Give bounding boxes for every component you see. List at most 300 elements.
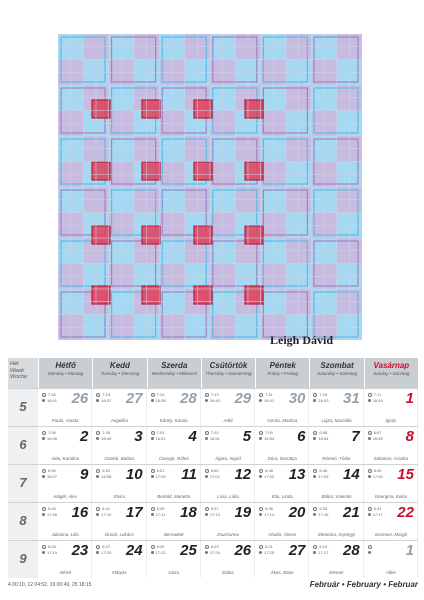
- artwork-cell: [337, 162, 350, 175]
- artwork-cell: [159, 60, 172, 73]
- artwork-cell: [261, 315, 274, 328]
- artwork-cell: [172, 123, 185, 136]
- artwork-cell: [299, 72, 312, 85]
- artwork-cell: [235, 315, 248, 328]
- artwork-cell: [286, 302, 299, 315]
- artwork-cell: [96, 213, 109, 226]
- artwork-cell: [248, 85, 261, 98]
- artwork-cell: [159, 136, 172, 149]
- artwork-cell: [210, 149, 223, 162]
- artwork-cell: [235, 47, 248, 60]
- day-cell[interactable]: [39, 541, 92, 578]
- artwork-cell: [311, 111, 324, 124]
- artwork-red-square: [245, 286, 263, 304]
- artwork-cell: [172, 162, 185, 175]
- artwork-cell: [286, 264, 299, 277]
- artwork-cell: [121, 123, 134, 136]
- sunrise-time: 6:33: [313, 507, 327, 512]
- day-cell[interactable]: [310, 389, 363, 426]
- sunrise-time: 6:29: [42, 545, 56, 550]
- artwork-cell: [83, 72, 96, 85]
- artwork-cell: [172, 34, 185, 47]
- artwork-cell: [223, 315, 236, 328]
- artwork-cell: [83, 85, 96, 98]
- artwork-cell: [210, 47, 223, 60]
- week-number: 6: [8, 427, 38, 464]
- artwork-cell: [349, 85, 362, 98]
- name-day: Julianna, Lilla: [51, 532, 79, 537]
- artwork-cell: [311, 149, 324, 162]
- moon-phases: 4 00:10, 12 04:52, 19 00:49, 25 18:15: [8, 582, 92, 588]
- artwork-cell: [286, 123, 299, 136]
- sunrise-time: [368, 545, 374, 550]
- artwork-red-square: [245, 226, 263, 244]
- day-header-monday: Hétfő Monday • Montag: [39, 358, 92, 388]
- artwork-cell: [159, 327, 172, 340]
- day-cell[interactable]: [39, 389, 92, 426]
- artwork-cell: [235, 187, 248, 200]
- artwork-cell: [58, 174, 71, 187]
- artwork-cell: [210, 264, 223, 277]
- artwork-cell: [58, 213, 71, 226]
- artwork-cell: [197, 123, 210, 136]
- artwork-cell: [159, 264, 172, 277]
- artwork-cell: [172, 225, 185, 238]
- calendar-rows: [8, 388, 418, 578]
- day-cell[interactable]: [202, 427, 255, 464]
- artwork-cell: [159, 34, 172, 47]
- artwork-cell: [185, 315, 198, 328]
- artwork-cell: [210, 34, 223, 47]
- artwork-cell: [197, 47, 210, 60]
- artwork-cell: [197, 149, 210, 162]
- sunrise-icon: [259, 507, 263, 511]
- day-number: 8: [405, 428, 414, 445]
- artwork-cell: [109, 34, 122, 47]
- artwork-cell: [71, 85, 84, 98]
- sunrise-icon: [96, 393, 100, 397]
- artwork-cell: [337, 225, 350, 238]
- artwork-cell: [223, 34, 236, 47]
- artwork-cell: [172, 238, 185, 251]
- name-day: Alfréd: [59, 570, 72, 575]
- day-header-thursday: Csütörtök Thursday • Donnerstag: [202, 358, 255, 388]
- day-cell[interactable]: [93, 465, 146, 502]
- day-number: 28: [180, 390, 197, 407]
- artwork-cell: [58, 315, 71, 328]
- artwork-cell: [324, 47, 337, 60]
- artwork-cell: [172, 85, 185, 98]
- artwork-cell: [311, 187, 324, 200]
- artwork-cell: [134, 60, 147, 73]
- artwork-cell: [159, 289, 172, 302]
- day-cell[interactable]: [365, 389, 418, 426]
- day-cell[interactable]: [202, 465, 255, 502]
- artwork-cell: [337, 98, 350, 111]
- day-cell[interactable]: [148, 541, 201, 578]
- name-day: Salamon, Aranka: [373, 456, 408, 461]
- artwork-cell: [172, 149, 185, 162]
- artwork-cell: [349, 60, 362, 73]
- sunset-time: 17:03: [259, 475, 274, 480]
- sunset-time: 17:05: [313, 475, 328, 480]
- artwork-cell: [273, 123, 286, 136]
- artwork-cell: [349, 225, 362, 238]
- day-cell[interactable]: [310, 427, 363, 464]
- artwork-cell: [299, 200, 312, 213]
- sunset-icon: [151, 551, 154, 554]
- day-cell[interactable]: [365, 503, 418, 540]
- artwork-cell: [109, 47, 122, 60]
- artwork-cell: [58, 34, 71, 47]
- day-cell[interactable]: [93, 427, 146, 464]
- day-number: 21: [343, 504, 360, 521]
- artwork-cell: [311, 289, 324, 302]
- day-number: 18: [180, 504, 197, 521]
- day-cell[interactable]: [310, 465, 363, 502]
- sunrise-icon: [259, 393, 263, 397]
- artwork-cell: [185, 123, 198, 136]
- artwork-cell: [286, 162, 299, 175]
- artwork-cell: [96, 264, 109, 277]
- artwork-cell: [223, 111, 236, 124]
- name-day: Elemér: [329, 570, 344, 575]
- artwork-cell: [121, 72, 134, 85]
- day-cell[interactable]: [148, 465, 201, 502]
- artwork-cell: [349, 276, 362, 289]
- sunset-time: 16:49: [96, 437, 111, 442]
- day-cell[interactable]: [93, 541, 146, 578]
- name-day: Elvira: [113, 494, 126, 499]
- artwork-cell: [248, 149, 261, 162]
- day-cell[interactable]: [256, 503, 309, 540]
- artwork-cell: [71, 60, 84, 73]
- day-cell[interactable]: [93, 503, 146, 540]
- artwork-cell: [286, 98, 299, 111]
- artwork-cell: [71, 276, 84, 289]
- artwork-cell: [311, 238, 324, 251]
- day-cell[interactable]: [39, 427, 92, 464]
- day-number: 12: [234, 466, 252, 483]
- artwork-cell: [223, 98, 236, 111]
- artwork-cell: [324, 60, 337, 73]
- name-day: Adél: [223, 418, 233, 423]
- day-number: 30: [288, 390, 306, 407]
- artwork-cell: [324, 264, 337, 277]
- sunset-time: 17:06: [368, 475, 383, 480]
- artwork-cell: [337, 327, 350, 340]
- artwork-cell: [109, 315, 122, 328]
- artwork-cell: [83, 47, 96, 60]
- sunrise-time: 6:41: [96, 507, 110, 512]
- day-cell[interactable]: [39, 503, 92, 540]
- artwork-cell: [261, 123, 274, 136]
- day-number: 25: [180, 542, 197, 559]
- day-number: 10: [125, 466, 143, 483]
- artwork-cell: [337, 111, 350, 124]
- artwork-cell: [58, 327, 71, 340]
- artwork-cell: [324, 302, 337, 315]
- day-cell[interactable]: [256, 427, 309, 464]
- name-day: Gerzson, Margit: [374, 532, 407, 537]
- sunset-time: 16:40: [205, 399, 220, 404]
- artwork-cell: [273, 162, 286, 175]
- sunset-time: 17:20: [96, 551, 111, 556]
- artwork-cell: [324, 238, 337, 251]
- artwork-cell: [273, 302, 286, 315]
- artwork-cell: [109, 136, 122, 149]
- artwork-cell: [210, 213, 223, 226]
- sunrise-icon: [313, 469, 317, 473]
- sunset-time: 16:43: [313, 399, 328, 404]
- sunset-time: 16:58: [96, 475, 111, 480]
- artwork-cell: [121, 60, 134, 73]
- sunset-icon: [151, 475, 154, 478]
- artwork-cell: [210, 327, 223, 340]
- sunset-icon: [96, 551, 99, 554]
- sunrise-icon: [313, 507, 317, 511]
- artwork-cell: [337, 174, 350, 187]
- sunset-icon: [151, 437, 154, 440]
- sunrise-icon: [313, 545, 317, 549]
- artwork-cell: [159, 47, 172, 60]
- artwork-cell: [223, 136, 236, 149]
- artwork-cell: [96, 187, 109, 200]
- artwork-cell: [223, 72, 236, 85]
- artwork-cell: [58, 85, 71, 98]
- artwork-cell: [147, 47, 160, 60]
- artwork-cell: [159, 251, 172, 264]
- artwork-cell: [96, 315, 109, 328]
- artwork-cell: [235, 72, 248, 85]
- artwork-cell: [337, 136, 350, 149]
- artwork-cell: [337, 47, 350, 60]
- sunset-time: 16:54: [313, 437, 328, 442]
- day-number: 6: [297, 428, 306, 445]
- day-cell[interactable]: [39, 465, 92, 502]
- sunset-time: 17:08: [42, 513, 57, 518]
- sunrise-time: 7:16: [42, 393, 56, 398]
- artwork-cell: [71, 149, 84, 162]
- artwork-cell: [235, 251, 248, 264]
- artwork-cell: [58, 289, 71, 302]
- artwork-cell: [235, 60, 248, 73]
- sunset-icon: [42, 513, 45, 516]
- sunrise-time: 6:35: [259, 507, 273, 512]
- sunset-time: 16:51: [205, 437, 220, 442]
- artwork-cell: [172, 200, 185, 213]
- artwork-cell: [121, 276, 134, 289]
- artwork-red-square: [245, 162, 263, 180]
- day-cell[interactable]: [148, 503, 201, 540]
- day-cell[interactable]: [310, 503, 363, 540]
- artwork-cell: [235, 200, 248, 213]
- artwork-cell: [223, 187, 236, 200]
- sunset-time: 16:48: [42, 437, 57, 442]
- artwork-cell: [121, 111, 134, 124]
- name-day: Bertold, Marietta: [157, 494, 191, 499]
- artwork-cell: [273, 98, 286, 111]
- sunrise-icon: [151, 469, 155, 473]
- week-row: [8, 502, 418, 540]
- day-cell[interactable]: [202, 541, 255, 578]
- artwork-cell: [71, 289, 84, 302]
- artwork-cell: [299, 47, 312, 60]
- artwork-cell: [299, 98, 312, 111]
- artwork-cell: [286, 251, 299, 264]
- artwork-cell: [299, 225, 312, 238]
- artwork-cell: [159, 72, 172, 85]
- artwork-cell: [210, 136, 223, 149]
- name-day: Zsuzsanna: [216, 532, 239, 537]
- artwork-cell: [261, 187, 274, 200]
- day-cell[interactable]: [148, 389, 201, 426]
- artwork-cell: [83, 200, 96, 213]
- artwork-cell: [121, 302, 134, 315]
- artwork-cell: [349, 174, 362, 187]
- artwork-cell: [185, 85, 198, 98]
- artwork-cell: [235, 123, 248, 136]
- day-cell[interactable]: [148, 427, 201, 464]
- artwork-cell: [96, 149, 109, 162]
- name-day: Csenge, Ráhel: [158, 456, 189, 461]
- sunset-icon: [259, 475, 262, 478]
- artwork-cell: [121, 174, 134, 187]
- day-cell[interactable]: [202, 389, 255, 426]
- artwork-cell: [311, 98, 324, 111]
- artwork-cell: [337, 289, 350, 302]
- artwork-cell: [311, 47, 324, 60]
- artwork-cell: [58, 111, 71, 124]
- day-cell[interactable]: [256, 541, 309, 578]
- artwork-cell: [337, 264, 350, 277]
- sunset-icon: [259, 437, 262, 440]
- artwork-cell: [109, 123, 122, 136]
- artwork-cell: [223, 225, 236, 238]
- artwork-cell: [349, 149, 362, 162]
- artwork-cell: [159, 174, 172, 187]
- name-day: Bálint, Valentin: [321, 494, 352, 499]
- sunset-time: 17:02: [205, 475, 220, 480]
- name-day: Dóra, Dorottya: [267, 456, 297, 461]
- artwork-cell: [273, 85, 286, 98]
- artwork-cell: [223, 174, 236, 187]
- artwork-cell: [337, 34, 350, 47]
- sunrise-icon: [313, 431, 317, 435]
- artwork-cell: [273, 289, 286, 302]
- artwork-cell: [83, 264, 96, 277]
- artwork-cell: [185, 136, 198, 149]
- artwork-cell: [311, 251, 324, 264]
- sunrise-icon: [151, 431, 155, 435]
- artwork-cell: [324, 276, 337, 289]
- artwork-cell: [134, 315, 147, 328]
- artwork-cell: [109, 251, 122, 264]
- artwork-cell: [337, 302, 350, 315]
- artwork-cell: [299, 187, 312, 200]
- week-row: [8, 426, 418, 464]
- artwork-cell: [337, 213, 350, 226]
- sunset-icon: [42, 399, 45, 402]
- artwork-cell: [147, 264, 160, 277]
- name-day: Lívia, Lídia: [217, 494, 239, 499]
- name-day: Ignác: [385, 418, 397, 423]
- artwork-cell: [109, 264, 122, 277]
- day-cell[interactable]: [256, 465, 309, 502]
- artwork-cell: [273, 213, 286, 226]
- week-number: 9: [8, 541, 38, 578]
- artwork-cell: [197, 72, 210, 85]
- sunset-icon: [313, 551, 316, 554]
- artwork-cell: [223, 327, 236, 340]
- artwork-cell: [58, 98, 71, 111]
- artwork-cell: [349, 315, 362, 328]
- day-cell[interactable]: [256, 389, 309, 426]
- artwork-cell: [299, 174, 312, 187]
- artwork-cell: [121, 162, 134, 175]
- day-number: 1: [405, 542, 414, 559]
- day-cell[interactable]: [365, 427, 418, 464]
- sunset-time: 17:22: [151, 551, 166, 556]
- sunset-icon: [259, 399, 262, 402]
- artwork-cell: [83, 34, 96, 47]
- artwork-cell: [223, 302, 236, 315]
- artwork-cell: [311, 72, 324, 85]
- day-cell[interactable]: [365, 541, 418, 578]
- artwork-cell: [172, 251, 185, 264]
- artwork-cell: [147, 85, 160, 98]
- sunset-time: 17:25: [259, 551, 274, 556]
- artwork-cell: [349, 72, 362, 85]
- artwork-cell: [96, 136, 109, 149]
- artwork-cell: [159, 111, 172, 124]
- artwork-cell: [261, 47, 274, 60]
- artwork-cell: [261, 200, 274, 213]
- artwork-cell: [210, 85, 223, 98]
- day-number: 1: [405, 390, 414, 407]
- artwork-cell: [337, 251, 350, 264]
- artwork-cell: [299, 315, 312, 328]
- artwork-cell: [299, 213, 312, 226]
- artwork-cell: [159, 149, 172, 162]
- artwork-cell: [147, 213, 160, 226]
- artwork-cell: [337, 85, 350, 98]
- artwork-cell: [96, 60, 109, 73]
- artwork-cell: [172, 187, 185, 200]
- day-cell[interactable]: [202, 503, 255, 540]
- artwork-cell: [324, 111, 337, 124]
- sunrise-icon: [42, 507, 46, 511]
- artwork-cell: [235, 264, 248, 277]
- artwork-cell: [273, 251, 286, 264]
- day-cell[interactable]: [93, 389, 146, 426]
- sunrise-icon: [96, 469, 100, 473]
- artwork-cell: [210, 187, 223, 200]
- artwork-cell: [248, 264, 261, 277]
- day-cell[interactable]: [310, 541, 363, 578]
- name-day: Eleonóra, Gyöngyi: [318, 532, 356, 537]
- artwork-cell: [286, 200, 299, 213]
- artwork-drawing: [58, 34, 362, 340]
- artwork-cell: [273, 315, 286, 328]
- artwork-cell: [311, 162, 324, 175]
- artwork-cell: [223, 123, 236, 136]
- sunrise-time: 6:57: [368, 431, 382, 436]
- sunset-time: 16:41: [42, 399, 57, 404]
- artwork-cell: [273, 174, 286, 187]
- artwork-cell: [273, 136, 286, 149]
- day-cell[interactable]: [365, 465, 418, 502]
